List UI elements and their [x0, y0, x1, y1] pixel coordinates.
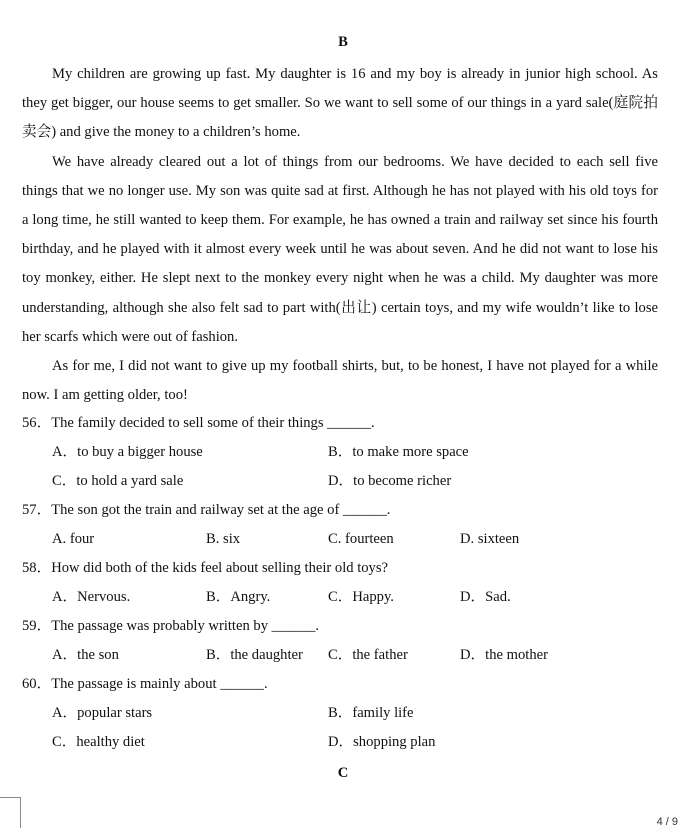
option-57-d: D. sixteen [460, 531, 520, 547]
option-row [22, 525, 662, 554]
question-stem-57: 57．The son got the train and railway set at the age of ______. [22, 502, 391, 518]
option-56-b: B．to make more space [328, 444, 469, 460]
question-stem-58: 58．How did both of the kids feel about selling their old toys? [22, 560, 389, 576]
option-59-a: A．the son [52, 647, 119, 663]
reading-passage [22, 60, 658, 410]
option-57-a: A. four [52, 531, 95, 547]
question-stem-59: 59．The passage was probably written by ______. [22, 618, 320, 634]
page-number: 4 / 9 [656, 816, 678, 828]
option-58-c: C．Happy. [328, 589, 394, 605]
option-58-d: D．Sad. [460, 589, 511, 605]
option-59-d: D．the mother [460, 647, 548, 663]
option-60-d: D．shopping plan [328, 734, 436, 750]
option-56-d: D．to become richer [328, 473, 452, 489]
passage-paragraph: My children are growing up fast. My daughter is 16 and my boy is already in junior high school. As they get bigger, our house seems to get smaller. So we want to sell some of our things in a yard sale(庭院拍卖会) and give the money to a children’s home. [22, 66, 658, 141]
option-59-b: B．the daughter [206, 647, 303, 663]
option-58-b: B．Angry. [206, 589, 271, 605]
question-stem-56: 56．The family decided to sell some of their things ______. [22, 415, 375, 431]
question-list [22, 409, 662, 757]
option-row [22, 583, 662, 612]
option-58-a: A．Nervous. [52, 589, 131, 605]
page-corner-mark [0, 797, 21, 828]
option-60-a: A．popular stars [52, 705, 153, 721]
option-row [22, 438, 662, 467]
option-56-a: A．to buy a bigger house [52, 444, 203, 460]
option-57-c: C. fourteen [328, 531, 394, 547]
option-60-b: B．family life [328, 705, 414, 721]
option-row [22, 641, 662, 670]
passage-paragraph: As for me, I did not want to give up my football shirts, but, to be honest, I have not played for a while now. I am getting older, too! [22, 358, 658, 404]
option-59-c: C．the father [328, 647, 408, 663]
option-57-b: B. six [206, 531, 241, 547]
option-row [22, 467, 662, 496]
option-56-c: C．to hold a yard sale [52, 473, 184, 489]
question-stem-60: 60．The passage is mainly about ______. [22, 676, 268, 692]
section-title: B [338, 34, 348, 50]
passage-paragraph: We have already cleared out a lot of things from our bedrooms. We have decided to each sell five things that we no longer use. My son was quite sad at first. Although he has not played with his old toys for a long time, he still wanted to keep them. For example, he has owned a train and railway set since his fourth birthday, and he played with it almost every week until he was about seven. And he did not want to lose his toy monkey, either. He slept next to the monkey every night when he was a child. My daughter was more understanding, although she also felt sad to part with(出让) certain toys, and my wife wouldn’t like to lose her scarfs which were out of fashion. [22, 153, 658, 345]
option-row [22, 699, 662, 728]
next-section-title: C [337, 765, 349, 781]
option-row [22, 728, 662, 757]
option-60-c: C．healthy diet [52, 734, 145, 750]
